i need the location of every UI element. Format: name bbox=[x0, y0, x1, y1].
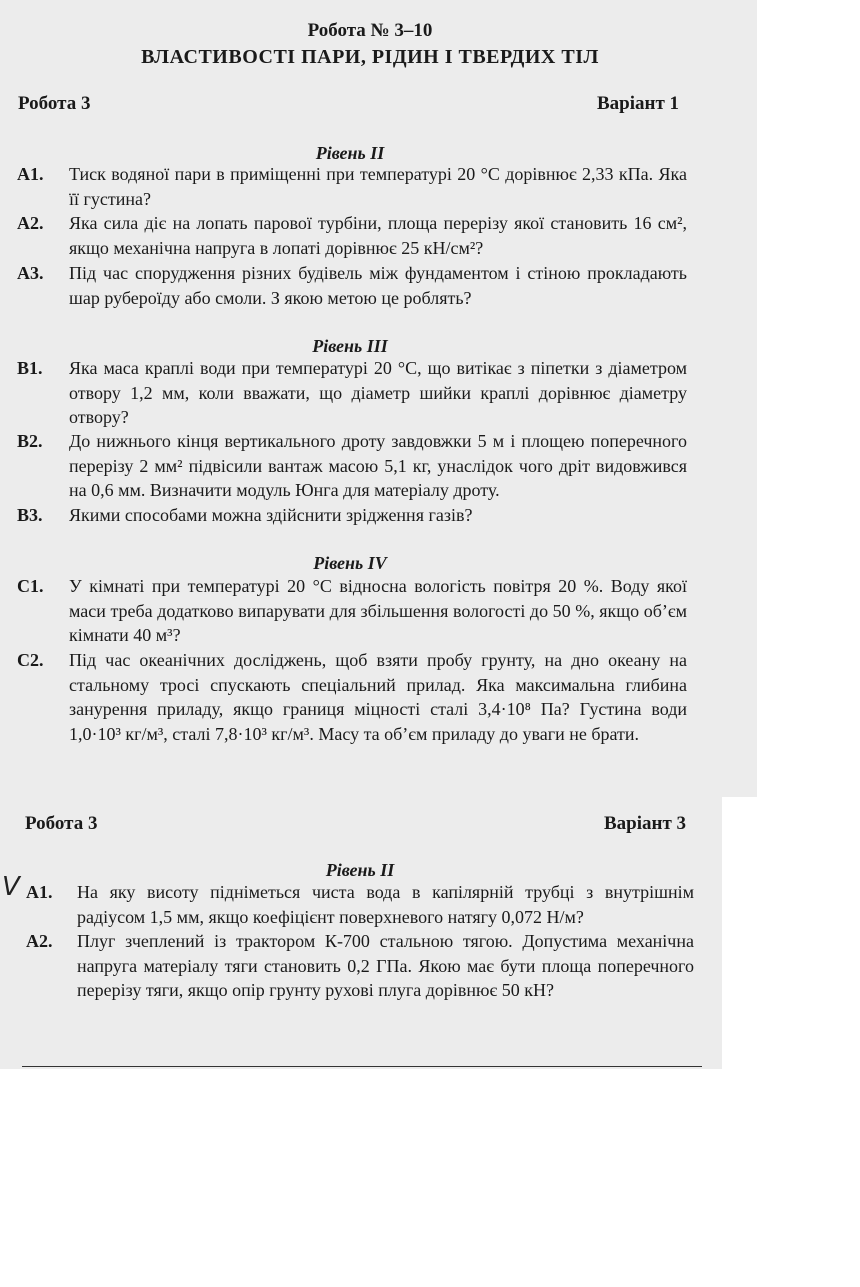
handwritten-check-mark: V bbox=[2, 872, 20, 902]
question-number: С2. bbox=[17, 650, 44, 670]
question-text: Яка маса краплі води при температурі 20 °С, що витікає з піпетки з діаметром отвору 1,2 мм, коли вважати, що діаметр шийки краплі дорівнює діаметру отвору? bbox=[69, 358, 687, 428]
question-number: В3. bbox=[17, 505, 43, 525]
question-number: С1. bbox=[17, 576, 44, 596]
question-text: На яку висоту підніметься чиста вода в капілярній трубці з внутрішнім радіусом 1,5 мм, якщо коефіцієнт поверхневого натягу 0,072 Н/м? bbox=[77, 882, 694, 927]
question-text: У кімнаті при температурі 20 °С відносна вологість повітря 20 %. Воду якої маси треба додатково випарувати для збільшення вологості до 50 %, якщо об’єм кімнати 40 м³? bbox=[69, 576, 687, 646]
question-number: В1. bbox=[17, 358, 43, 378]
question-number: А1. bbox=[17, 164, 44, 184]
question-number: В2. bbox=[17, 431, 43, 451]
question-text: Плуг зчеплений із трактором К-700 стальною тягою. Допустима механічна напруга матеріалу тяги становить 0,2 ГПа. Якою має бути площа поперечного перерізу тяги, якщо опір грунту рухові плуга дорівнює 50 кН? bbox=[77, 931, 694, 1001]
document-subtitle: ВЛАСТИВОСТІ ПАРИ, РІДИН І ТВЕРДИХ ТІЛ bbox=[141, 46, 599, 68]
question-text: Під час океанічних досліджень, щоб взяти пробу грунту, на дно океану на стальному тросі спускають спеціальний прилад. Яка максимальна глибина занурення приладу, якщо границя міцності сталі 3,4·10⁸ Па? Густина води 1,0·10³ кг/м³, сталі 7,8·10³ кг/м³. Масу та об’єм приладу до уваги не брати. bbox=[69, 650, 687, 745]
level-heading: Рівень III bbox=[312, 336, 388, 356]
variant-label: Варіант 3 bbox=[604, 813, 687, 834]
level-heading: Рівень IV bbox=[313, 553, 387, 573]
work-label: Робота 3 bbox=[25, 813, 98, 834]
question-number: А3. bbox=[17, 263, 44, 283]
document-title: Робота № 3–10 bbox=[307, 20, 433, 41]
question-text: Яка сила діє на лопать парової турбіни, площа перерізу якої становить 16 см², якщо механічна напруга в лопаті дорівнює 25 кН/см²? bbox=[69, 213, 687, 258]
question-number: А2. bbox=[26, 931, 53, 951]
question-text: До нижнього кінця вертикального дроту завдовжки 5 м і площею поперечного перерізу 2 мм² підвісили вантаж масою 5,1 кг, унаслідок чого дріт видовжився на 0,6 мм. Визначити модуль Юнга для матеріалу дроту. bbox=[69, 431, 687, 501]
level-heading: Рівень II bbox=[325, 860, 395, 880]
question-number: А1. bbox=[26, 882, 53, 902]
variant-label: Варіант 1 bbox=[597, 93, 680, 114]
question-text: Якими способами можна здійснити зрідження газів? bbox=[69, 505, 473, 525]
level-heading: Рівень II bbox=[315, 143, 385, 163]
work-label: Робота 3 bbox=[18, 93, 91, 114]
question-number: А2. bbox=[17, 213, 44, 233]
question-text: Тиск водяної пари в приміщенні при температурі 20 °С дорівнює 2,33 кПа. Яка її густина? bbox=[69, 164, 687, 209]
question-text: Під час спорудження різних будівель між фундаментом і стіною прокладають шар рубероїду або смоли. З якою метою це роблять? bbox=[69, 263, 687, 308]
bottom-rule bbox=[22, 1066, 702, 1067]
